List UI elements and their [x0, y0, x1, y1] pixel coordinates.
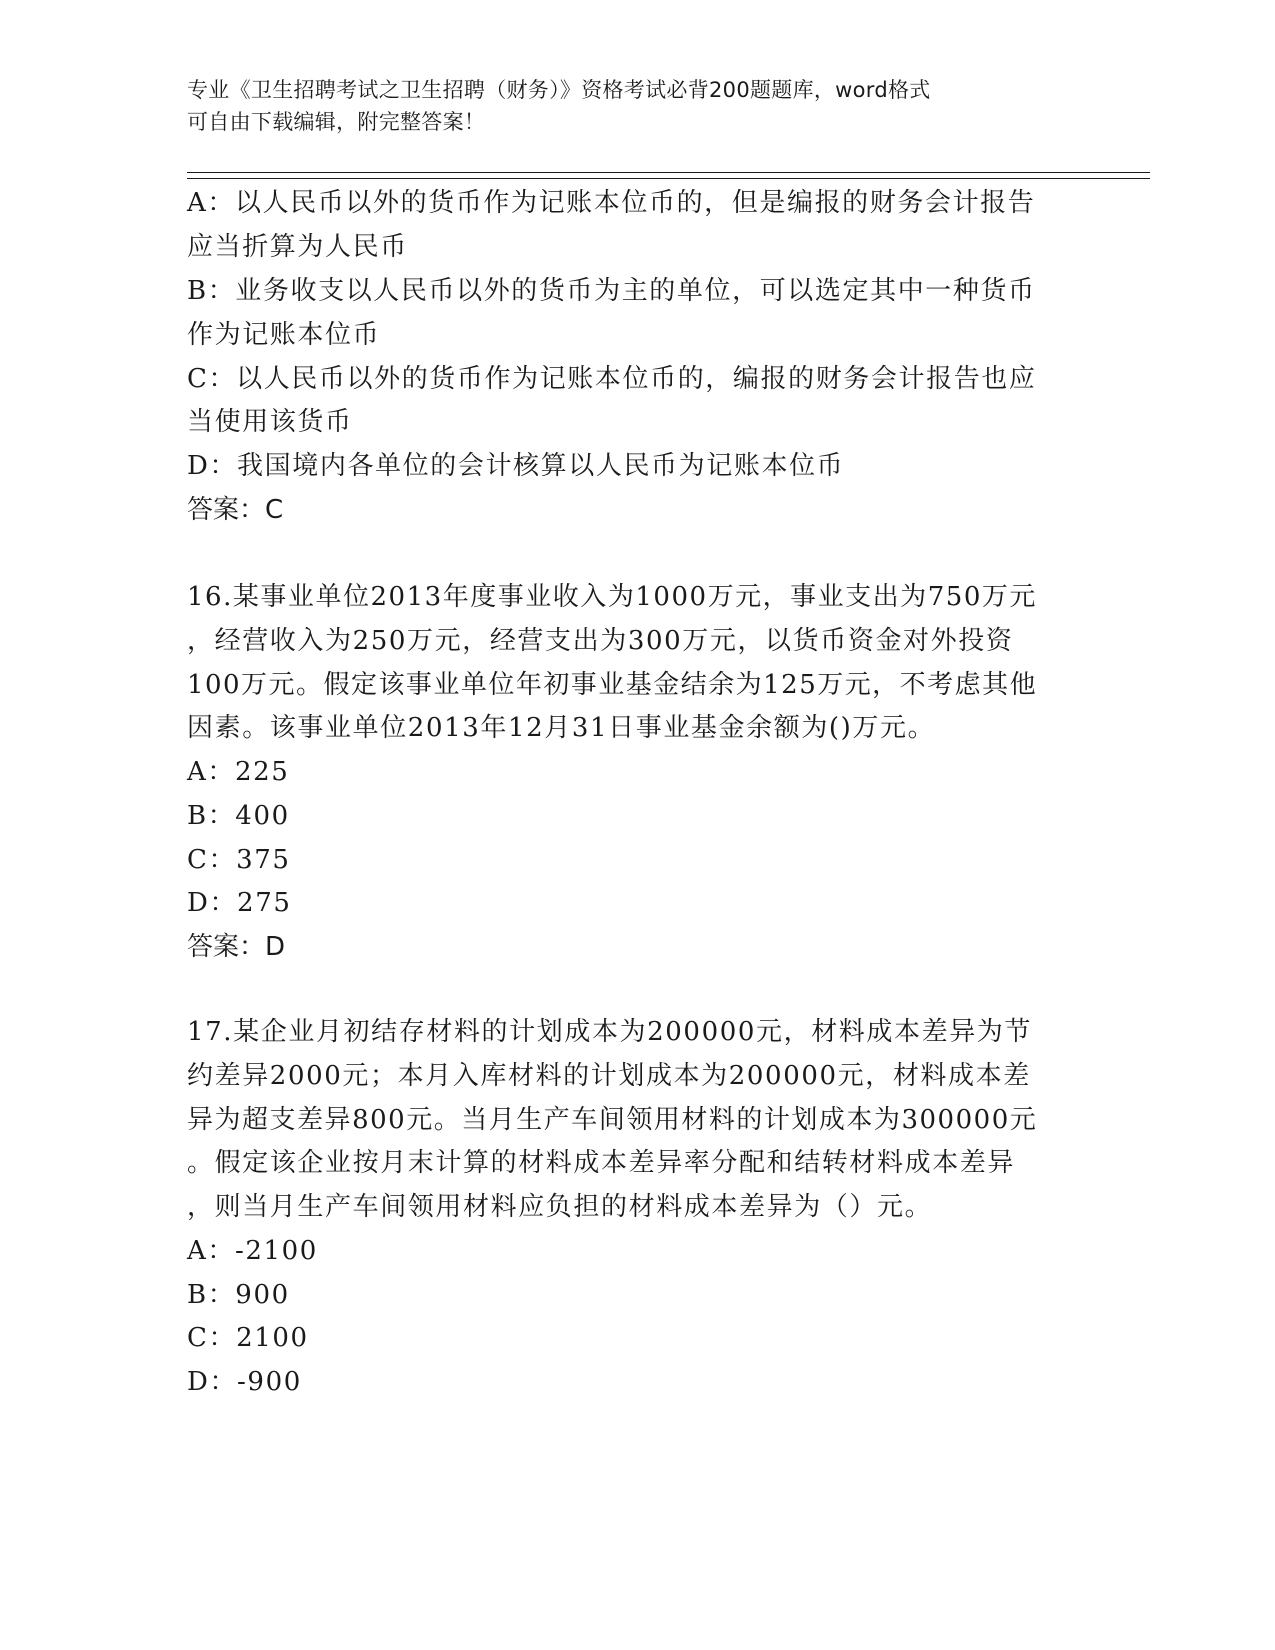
q16-stem-line-1: 16.某事业单位2013年度事业收入为1000万元，事业支出为750万元 [187, 582, 1037, 612]
q17-stem-line-3: 异为超支差异800元。当月生产车间领用材料的计划成本为300000元 [187, 1105, 1038, 1135]
header-title-line-2: 可自由下载编辑，附完整答案！ [187, 110, 486, 134]
q16-option-d: D：275 [187, 888, 292, 918]
q16-answer: 答案：D [187, 932, 286, 962]
q16-stem-line-4: 因素。该事业单位2013年12月31日事业基金余额为()万元。 [187, 713, 936, 743]
header-divider-bottom [187, 178, 1150, 179]
header-title-line-1: 专业《卫生招聘考试之卫生招聘（财务）》资格考试必背200题题库，word格式 [187, 78, 931, 102]
q17-stem-line-1: 17.某企业月初结存材料的计划成本为200000元，材料成本差异为节 [187, 1017, 1033, 1047]
q15-option-d: D：我国境内各单位的会计核算以人民币为记账本位币 [187, 451, 845, 481]
q16-stem-line-2: ，经营收入为250万元，经营支出为300万元，以货币资金对外投资 [187, 626, 1014, 656]
q15-option-c-line-1: C：以人民币以外的货币作为记账本位币的，编报的财务会计报告也应 [187, 364, 1037, 394]
q17-option-a: A：-2100 [187, 1236, 318, 1266]
q15-option-a-line-1: A：以人民币以外的货币作为记账本位币的，但是编报的财务会计报告 [187, 188, 1036, 218]
q16-stem-line-3: 100万元。假定该事业单位年初事业基金结余为125万元，不考虑其他 [187, 670, 1038, 700]
q17-option-b: B：900 [187, 1280, 290, 1310]
q17-stem-line-2: 约差异2000元；本月入库材料的计划成本为200000元，材料成本差 [187, 1061, 1031, 1091]
q15-answer: 答案：C [187, 495, 284, 525]
q16-option-b: B：400 [187, 801, 290, 831]
q17-option-c: C：2100 [187, 1323, 309, 1353]
q17-stem-line-5: ，则当月生产车间领用材料应负担的材料成本差异为（）元。 [187, 1192, 933, 1222]
document-header [187, 74, 1067, 138]
header-divider-top [187, 172, 1150, 173]
q16-option-a: A：225 [187, 757, 290, 787]
q15-option-a-line-2: 应当折算为人民币 [187, 232, 408, 262]
q15-option-c-line-2: 当使用该货币 [187, 407, 353, 437]
q17-option-d: D：-900 [187, 1367, 302, 1397]
q17-stem-line-4: 。假定该企业按月末计算的材料成本差异率分配和结转材料成本差异 [187, 1148, 1016, 1178]
q15-option-b-line-2: 作为记账本位币 [187, 320, 381, 350]
q16-option-c: C：375 [187, 845, 291, 875]
q15-option-b-line-1: B：业务收支以人民币以外的货币为主的单位，可以选定其中一种货币 [187, 276, 1036, 306]
